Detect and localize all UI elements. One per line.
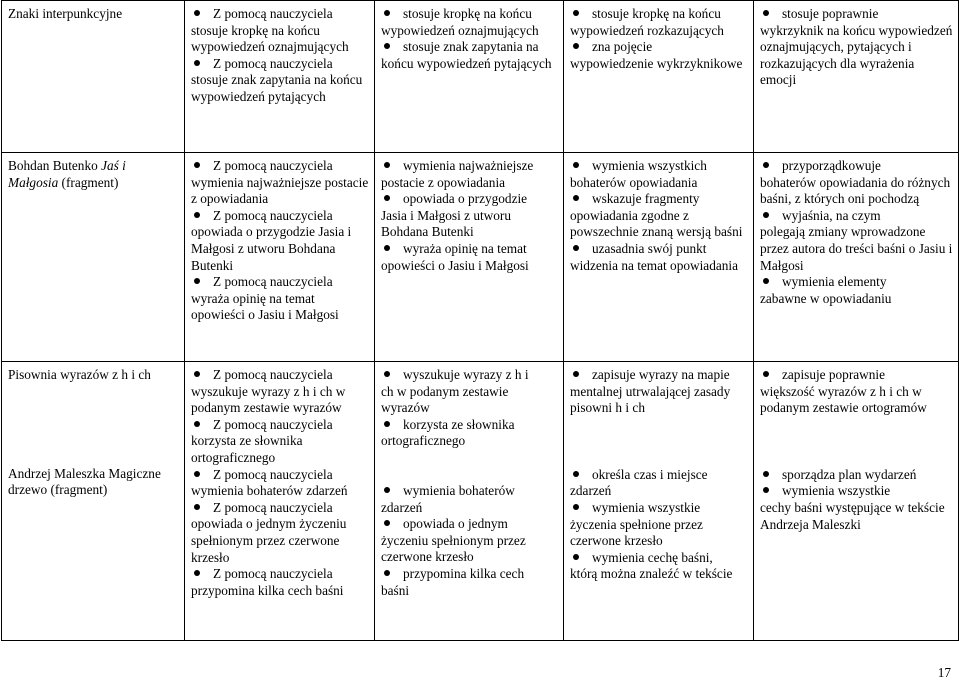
requirements-cell: [185, 153, 375, 362]
item-text: wypowiedzeń oznajmujących: [381, 22, 539, 38]
item-lead: zapisuje wyrazy na mapie: [592, 367, 730, 382]
bullet-icon: [191, 500, 213, 517]
bullet-icon: [760, 483, 782, 500]
list-item: [381, 516, 558, 566]
item-text: postacie z opowiadania: [381, 174, 506, 190]
list-item: [570, 191, 748, 241]
item-lead: zna pojęcie: [592, 39, 653, 55]
item-lead: wyszukuje wyrazy z h i: [403, 367, 529, 382]
bullet-icon: [191, 417, 213, 434]
item-text: wyraża opinię na temat opowieści o Jasiu i Małgosi: [191, 290, 339, 323]
item-lead: Z pomocą nauczyciela: [213, 499, 333, 515]
item-lead: wymienia najważniejsze: [403, 158, 534, 173]
item-lead: stosuje znak zapytania na: [403, 39, 539, 55]
item-lead: uzasadnia swój punkt: [592, 240, 707, 256]
item-text: mentalnej utrwalającej zasady pisowni h i ch: [570, 383, 731, 416]
bullet-icon: [381, 566, 403, 583]
list-item: [191, 274, 369, 324]
bullet-icon: [570, 550, 592, 567]
subject-cell: Pisownia wyrazów z h i ch Andrzej Maleszka Magiczne drzewo (fragment): [2, 362, 185, 641]
list-item: [570, 550, 748, 583]
table-row: [2, 362, 959, 641]
list-item: [570, 241, 748, 274]
requirements-cell: [375, 362, 564, 641]
bullet-icon: [191, 467, 213, 484]
item-text: zabawne w opowiadaniu: [760, 290, 892, 306]
item-lead: wymienia wszystkie: [782, 483, 891, 499]
list-item: [191, 500, 369, 566]
item-text: cechy baśni występujące w tekście Andrzeja Maleszki: [760, 499, 945, 532]
bullet-icon: [570, 191, 592, 208]
item-lead: wymienia cechę baśni,: [592, 549, 713, 565]
bullet-icon: [760, 367, 782, 384]
list-item: [381, 241, 558, 274]
item-lead: określa czas i miejsce: [592, 466, 708, 482]
item-text: ortograficznego: [381, 433, 466, 449]
bullet-icon: [191, 274, 213, 291]
bullet-icon: [760, 158, 782, 175]
item-text: przypomina kilka cech baśni: [191, 582, 344, 598]
list-item: [381, 6, 558, 39]
item-text: stosuje znak zapytania na końcu wypowiedzeń pytających: [191, 72, 363, 104]
list-item: [381, 566, 558, 599]
bullet-icon: [381, 367, 403, 384]
item-lead: wyraża opinię na temat: [403, 240, 527, 256]
list-item: [760, 367, 953, 417]
item-lead: wymienia elementy: [782, 274, 887, 290]
item-lead: Z pomocą nauczyciela: [213, 274, 333, 290]
list-item: [191, 56, 369, 106]
item-lead: zapisuje poprawnie: [782, 367, 886, 382]
table-row: [2, 1, 959, 153]
requirements-cell: [564, 153, 754, 362]
item-lead: wymienia wszystkie: [592, 499, 701, 515]
item-lead: stosuje kropkę na końcu: [403, 6, 532, 21]
item-lead: Z pomocą nauczyciela: [213, 55, 333, 71]
list-item: [191, 208, 369, 274]
item-text: wymienia bohaterów zdarzeń: [191, 483, 348, 499]
bullet-icon: [570, 241, 592, 258]
requirements-cell: [754, 362, 959, 641]
bullet-icon: [760, 208, 782, 225]
bullet-icon: [760, 6, 782, 23]
item-text: wykrzyknik na końcu wypowiedzeń oznajmujących, pytających i rozkazujących dla wyrażenia emocji: [760, 22, 953, 88]
item-text: wymienia najważniejsze postacie z opowiadania: [191, 174, 369, 207]
bullet-icon: [191, 367, 213, 384]
item-lead: Z pomocą nauczyciela: [213, 416, 333, 432]
list-item: [191, 158, 369, 208]
bullet-icon: [191, 158, 213, 175]
list-item: [760, 483, 953, 533]
curriculum-table: [1, 0, 959, 641]
list-item: [191, 566, 369, 599]
list-item: [381, 158, 558, 191]
bullet-icon: [381, 6, 403, 23]
item-text: widzenia na temat opowiadania: [570, 257, 738, 273]
item-lead: Z pomocą nauczyciela: [213, 566, 333, 582]
item-lead: wyjaśnia, na czym: [782, 207, 881, 223]
list-item: [381, 39, 558, 72]
item-text: końcu wypowiedzeń pytających: [381, 55, 552, 71]
item-text: wypowiedzenie wykrzyknikowe: [570, 55, 743, 71]
bullet-icon: [570, 158, 592, 175]
bullet-icon: [191, 56, 213, 73]
item-text: opowiada o jednym życzeniu spełnionym przez czerwone krzesło: [191, 516, 347, 565]
list-item: [760, 467, 953, 484]
item-text: wypowiedzeń rozkazujących: [570, 22, 724, 38]
item-text: opowieści o Jasiu i Małgosi: [381, 257, 529, 273]
list-item: [191, 367, 369, 417]
requirements-cell: [185, 362, 375, 641]
bullet-icon: [381, 417, 403, 434]
item-lead: wskazuje fragmenty: [592, 191, 700, 207]
item-text: stosuje kropkę na końcu wypowiedzeń oznajmujących: [191, 22, 349, 55]
item-lead: wymienia bohaterów: [403, 482, 515, 498]
list-item: [381, 367, 558, 417]
item-lead: stosuje poprawnie: [782, 6, 879, 21]
requirements-cell: [754, 153, 959, 362]
item-text: opowiadania zgodne z powszechnie znaną wersją baśni: [570, 207, 743, 240]
item-text: zdarzeń: [570, 483, 612, 499]
list-item: [570, 367, 748, 417]
bullet-icon: [381, 39, 403, 56]
bullet-icon: [570, 467, 592, 484]
list-item: [570, 6, 748, 39]
list-item: [191, 467, 369, 500]
list-item: [570, 500, 748, 550]
bullet-icon: [381, 483, 403, 500]
requirements-cell: [754, 1, 959, 153]
item-lead: Z pomocą nauczyciela: [213, 207, 333, 223]
list-item: [191, 6, 369, 56]
bullet-icon: [570, 39, 592, 56]
requirements-cell: [564, 362, 754, 641]
bullet-icon: [191, 566, 213, 583]
item-text: opowiada o przygodzie Jasia i Małgosi z utworu Bohdana Butenki: [191, 224, 352, 273]
list-item: [760, 274, 953, 307]
requirements-cell: [185, 1, 375, 153]
bullet-icon: [381, 516, 403, 533]
bullet-icon: [381, 158, 403, 175]
item-text: polegają zmiany wprowadzone przez autora do treści baśni o Jasiu i Małgosi: [760, 224, 953, 273]
bullet-icon: [570, 6, 592, 23]
item-text: ch w podanym zestawie wyrazów: [381, 383, 509, 416]
list-item: [570, 158, 748, 191]
list-item: [381, 483, 558, 516]
page-number: 17: [937, 665, 951, 680]
subject-cell: Bohdan Butenko Jaś i Małgosia (fragment): [2, 153, 185, 362]
bullet-icon: [570, 367, 592, 384]
item-text: korzysta ze słownika ortograficznego: [191, 433, 303, 465]
item-text: baśni: [381, 582, 410, 598]
item-text: bohaterów opowiadania do różnych baśni, z których oni pochodzą: [760, 174, 951, 207]
item-lead: Z pomocą nauczyciela: [213, 466, 333, 482]
list-item: [760, 208, 953, 274]
item-lead: Z pomocą nauczyciela: [213, 367, 333, 382]
item-lead: wymienia wszystkich: [592, 158, 707, 173]
item-lead: Z pomocą nauczyciela: [213, 158, 333, 173]
list-item: [570, 467, 748, 500]
item-text: większość wyrazów z h i ch w podanym zestawie ortogramów: [760, 383, 927, 416]
bullet-icon: [760, 467, 782, 484]
list-item: [381, 191, 558, 241]
item-text: którą można znaleźć w tekście: [570, 566, 733, 582]
item-lead: opowiada o przygodzie: [403, 191, 528, 207]
list-item: [570, 39, 748, 72]
subject-cell: Znaki interpunkcyjne: [2, 1, 185, 153]
item-text: życzenia spełnione przez czerwone krzesło: [570, 516, 703, 549]
bullet-icon: [191, 6, 213, 23]
requirements-cell: [564, 1, 754, 153]
item-lead: przyporządkowuje: [782, 158, 881, 173]
item-text: wyszukuje wyrazy z h i ch w podanym zestawie wyrazów: [191, 383, 346, 416]
requirements-cell: [375, 1, 564, 153]
list-item: [760, 6, 953, 89]
item-text: zdarzeń: [381, 499, 423, 515]
table-row: [2, 153, 959, 362]
bullet-icon: [760, 274, 782, 291]
bullet-icon: [570, 500, 592, 517]
list-item: [381, 417, 558, 450]
bullet-icon: [381, 241, 403, 258]
bullet-icon: [191, 208, 213, 225]
item-text: Jasia i Małgosi z utworu Bohdana Butenki: [381, 207, 511, 240]
list-item: [191, 417, 369, 467]
item-lead: stosuje kropkę na końcu: [592, 6, 721, 21]
requirements-cell: [375, 153, 564, 362]
item-text: życzeniu spełnionym przez czerwone krzesło: [381, 532, 526, 565]
bullet-icon: [381, 191, 403, 208]
item-lead: Z pomocą nauczyciela: [213, 6, 333, 21]
item-lead: sporządza plan wydarzeń: [782, 466, 917, 482]
item-lead: opowiada o jednym: [403, 516, 508, 532]
item-text: bohaterów opowiadania: [570, 174, 698, 190]
item-lead: korzysta ze słownika: [403, 416, 515, 432]
item-lead: przypomina kilka cech: [403, 565, 525, 581]
list-item: [760, 158, 953, 208]
